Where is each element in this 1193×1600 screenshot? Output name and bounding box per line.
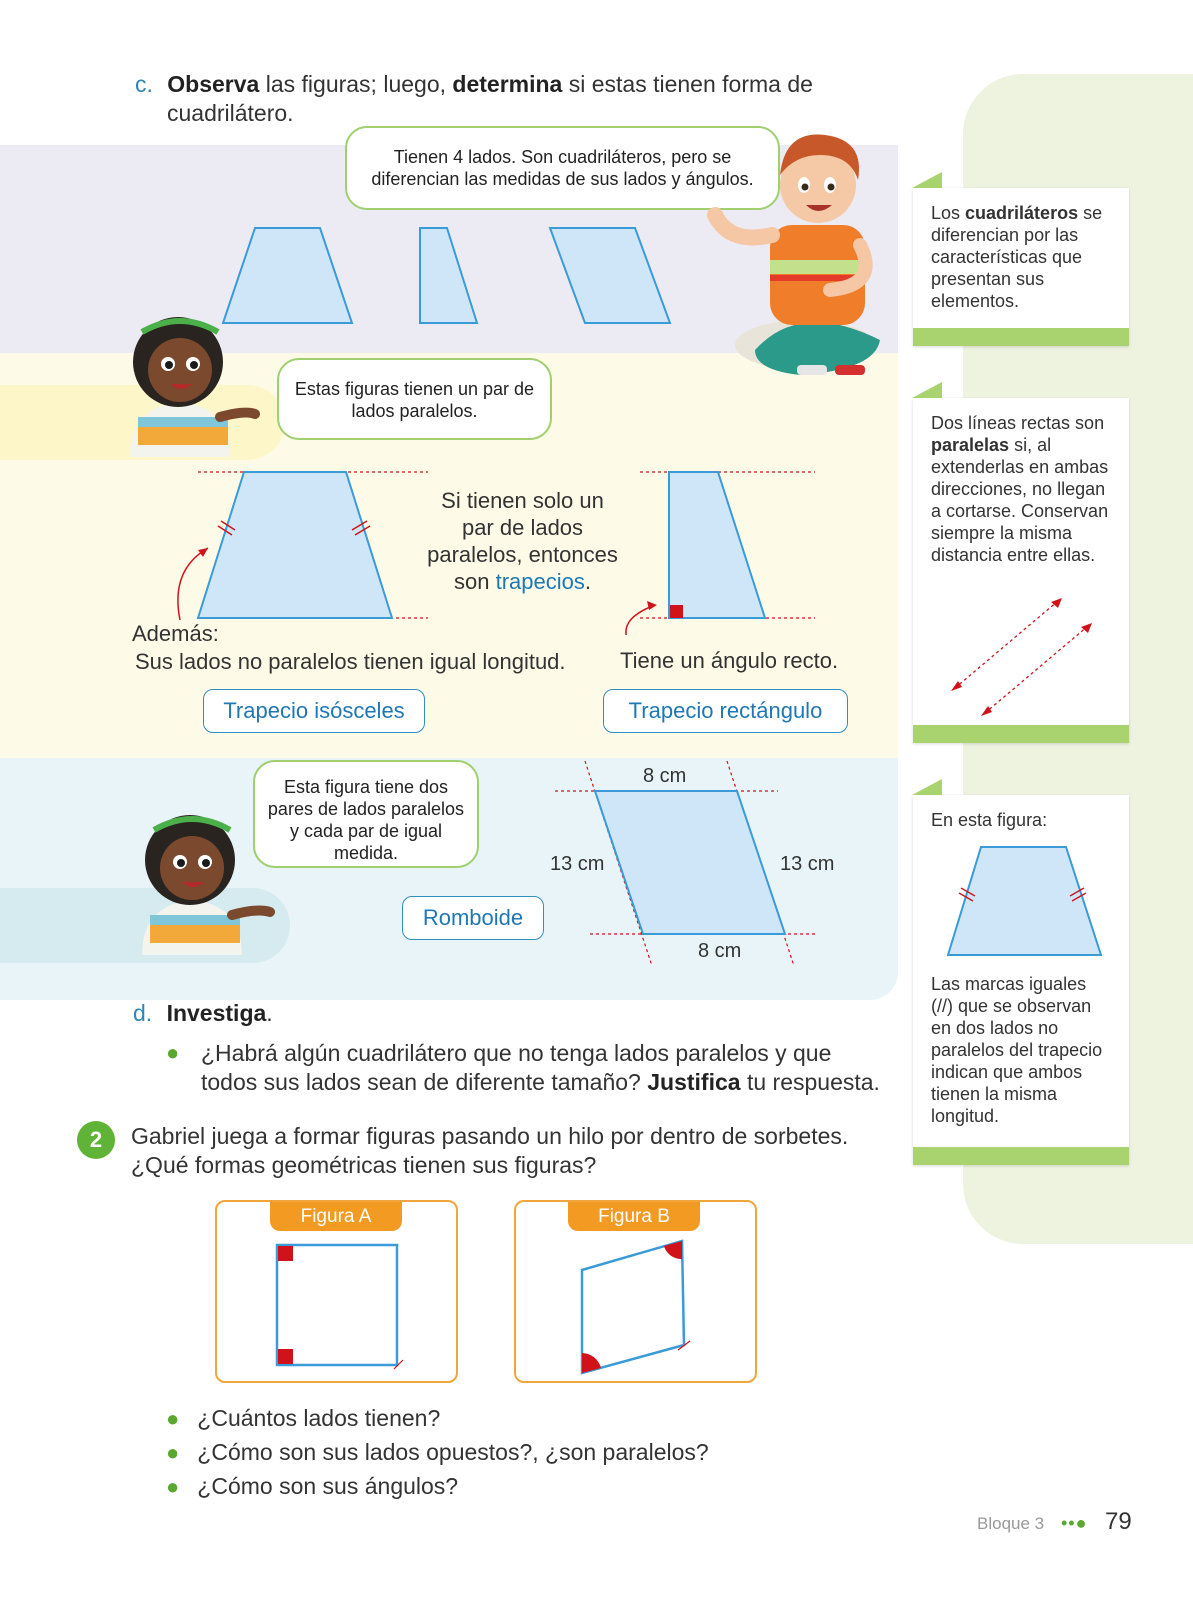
bullet-icon: ● <box>166 1474 180 1499</box>
verb-determina: determina <box>452 71 563 97</box>
boy-illustration <box>700 125 895 380</box>
right-angle-mark <box>670 605 683 618</box>
romboide-bottom-measure: 8 cm <box>698 940 742 962</box>
investiga-label: Investiga <box>166 1000 267 1026</box>
angle-mark <box>664 1241 682 1259</box>
girl2-speech-bubble <box>253 760 479 868</box>
note1-pre: Los <box>931 203 966 223</box>
girl2-bubble-text: Esta figura tiene dos pares de lados paralelos y cada par de igual medida. <box>267 777 465 863</box>
question-1: ¿Cuántos lados tienen? <box>197 1405 441 1431</box>
justifica-verb: Justifica <box>647 1069 741 1095</box>
question-text: las figuras; luego, <box>259 71 453 97</box>
section-d-question <box>201 1039 891 1097</box>
note-paralelas <box>913 398 1129 743</box>
note1-bold: cuadriláteros <box>965 203 1079 223</box>
investiga-question-end: tu respuesta. <box>740 1069 880 1095</box>
romboide-top-measure: 8 cm <box>643 765 687 787</box>
note2-bold: paralelas <box>931 435 1010 455</box>
exercise-number: 2 <box>77 1121 115 1159</box>
isosceles-trapezoid <box>198 472 392 618</box>
girl-illustration <box>100 292 260 457</box>
angle-mark <box>278 1349 293 1364</box>
trapezoid-marks-icon <box>931 837 1111 962</box>
right-trapezoid-label: Trapecio rectángulo <box>603 689 848 733</box>
note-wave-border <box>913 725 1129 743</box>
definition-end: . <box>584 569 591 594</box>
definition-text: Si tienen solo un par de lados paralelos, entonces son <box>427 488 618 594</box>
quadrilateral-shapes <box>215 220 685 330</box>
bullet-icon: ● <box>166 1040 180 1065</box>
question-2: ¿Cómo son sus lados opuestos?, ¿son paralelos? <box>197 1439 709 1465</box>
bullet-icon: ● <box>166 1406 180 1431</box>
question-text-2: si estas tienen forma de <box>562 71 813 97</box>
investiga-question: ¿Habrá algún cuadrilátero que no tenga lados paralelos y que todos sus lados sean de diferente tamaño? <box>201 1040 832 1095</box>
figure-a-tag: Figura A <box>270 1202 402 1231</box>
right-trapezoid-description: Tiene un ángulo recto. <box>620 648 839 673</box>
exercise2-line2: ¿Qué formas geométricas tienen sus figuras? <box>131 1152 597 1178</box>
romboide-label: Romboide <box>402 896 544 940</box>
isosceles-trapezoid-label: Trapecio isósceles <box>203 689 425 733</box>
ademas-label: Además: <box>132 621 219 646</box>
romboide-right-measure: 13 cm <box>780 853 835 875</box>
note1-post: se diferencian por las características que presentan sus elementos. <box>931 203 1103 311</box>
trapezoid-definition <box>425 487 620 595</box>
note-wave-border <box>913 328 1129 346</box>
note2-post: si, al extenderlas en ambas direcciones, no llegan a cortarse. Conservan siempre la misma distancia entre ellas. <box>931 435 1109 565</box>
parallelogram-shape <box>550 228 670 323</box>
section-d-letter: d. <box>133 1000 153 1026</box>
section-c-question <box>135 70 855 128</box>
exercise2-statement <box>131 1122 891 1180</box>
right-trapezoid-diagram <box>615 460 825 635</box>
note-marcas <box>913 795 1129 1165</box>
romboide-shape <box>595 791 785 934</box>
exercise2-questions <box>166 1404 709 1506</box>
right-angle-arrow <box>626 605 655 635</box>
question-3: ¿Cómo son sus ángulos? <box>197 1473 459 1499</box>
figure-a-square <box>270 1238 410 1373</box>
isosceles-trapezoid-diagram <box>170 460 440 635</box>
exercise2-line1: Gabriel juega a formar figuras pasando un hilo por dentro de sorbetes. <box>131 1123 849 1149</box>
section-letter: c. <box>135 71 153 97</box>
investiga-end: . <box>266 1000 273 1026</box>
right-trapezoid <box>669 472 765 618</box>
angle-mark <box>278 1246 293 1261</box>
romboide-left-measure: 13 cm <box>550 853 605 875</box>
note3-intro: En esta figura: <box>931 810 1048 830</box>
verb-observa: Observa <box>167 71 260 97</box>
section-d-title <box>133 999 273 1028</box>
girl-speech-bubble <box>277 358 552 440</box>
footer-block: Bloque 3 <box>977 1514 1045 1533</box>
note-wave-border <box>913 1147 1129 1165</box>
question-text-3: cuadrilátero. <box>167 100 294 126</box>
isosceles-description <box>132 620 566 676</box>
angle-mark <box>582 1353 601 1373</box>
footer-dots-icon: ••● <box>1061 1513 1088 1533</box>
trapezoid-shape-2 <box>420 228 477 323</box>
note3-text: Las marcas iguales (//) que se observan en dos lados no paralelos del trapecio indican que ambos tienen la misma longitud. <box>931 974 1103 1126</box>
isosceles-property: Sus lados no paralelos tienen igual longitud. <box>135 649 566 674</box>
note2-pre: Dos líneas rectas son <box>931 413 1105 433</box>
figure-b-rhombus <box>572 1235 697 1375</box>
note-cuadrilateros <box>913 188 1129 346</box>
bullet-icon: ● <box>166 1440 180 1465</box>
figure-b-tag: Figura B <box>568 1202 700 1231</box>
boy-bubble-text: Tienen 4 lados. Son cuadriláteros, pero se diferencian las medidas de sus lados y ángulos. <box>371 147 754 189</box>
parallel-lines-icon <box>943 593 1103 723</box>
girl-bubble-text: Estas figuras tienen un par de lados paralelos. <box>294 379 535 421</box>
page-number: 79 <box>1105 1508 1132 1535</box>
trapecios-term: trapecios <box>495 569 585 594</box>
